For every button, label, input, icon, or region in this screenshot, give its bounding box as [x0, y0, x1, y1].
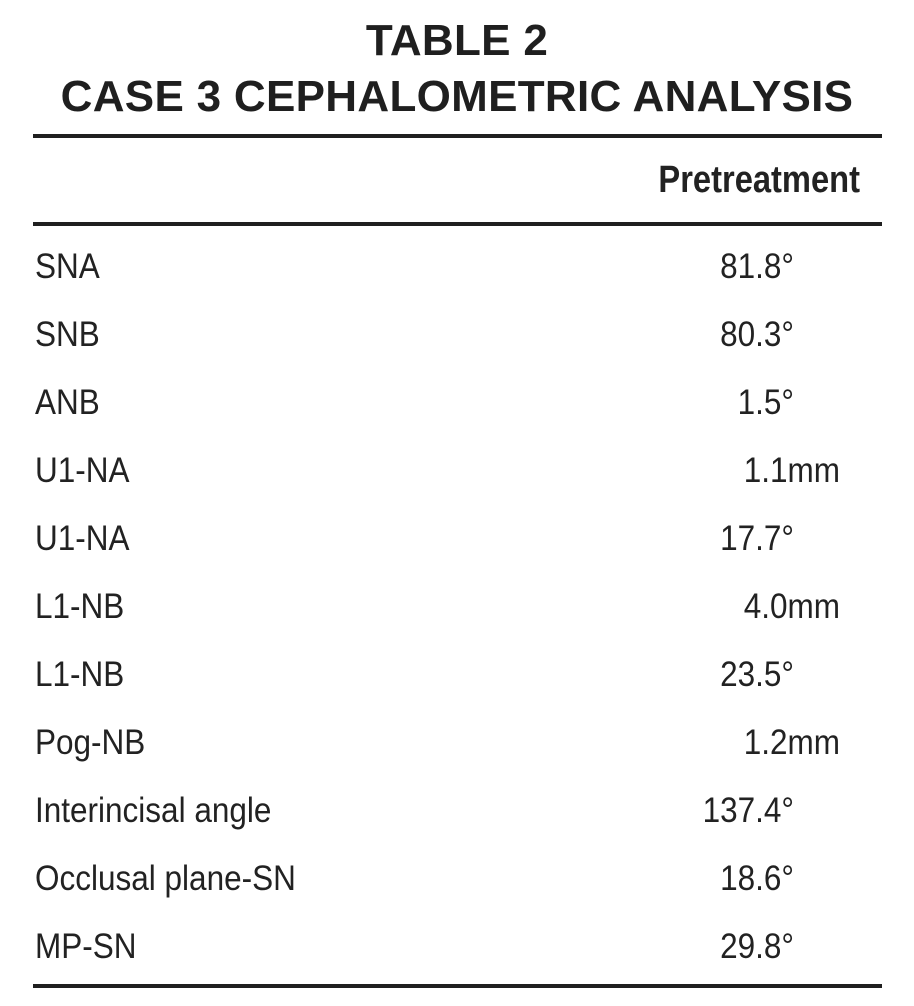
row-label: Interincisal angle	[35, 791, 272, 830]
row-label: Occlusal plane-SN	[35, 859, 296, 898]
table-title-line-2: CASE 3 CEPHALOMETRIC ANALYSIS	[60, 72, 854, 121]
row-value: 1.1mm	[743, 451, 840, 490]
bottom-rule	[33, 984, 882, 988]
table-row	[0, 301, 914, 369]
table-title-line-1: TABLE 2	[365, 16, 549, 65]
table-row	[0, 845, 914, 913]
row-label: MP-SN	[35, 927, 137, 966]
table-row	[0, 709, 914, 777]
table-row	[0, 641, 914, 709]
table-row	[0, 233, 914, 301]
row-label: SNB	[35, 315, 100, 354]
row-label: U1-NA	[35, 519, 130, 558]
row-value: 18.6°	[720, 859, 794, 898]
row-value: 23.5°	[720, 655, 794, 694]
table-row	[0, 369, 914, 437]
table-row	[0, 505, 914, 573]
table-row	[0, 777, 914, 845]
row-value: 81.8°	[720, 247, 794, 286]
row-value: 1.2mm	[743, 723, 840, 762]
header-rule	[33, 222, 882, 226]
row-value: 17.7°	[720, 519, 794, 558]
row-label: SNA	[35, 247, 100, 286]
row-value: 4.0mm	[743, 587, 840, 626]
row-label: L1-NB	[35, 655, 125, 694]
row-label: ANB	[35, 383, 100, 422]
top-rule	[33, 134, 882, 138]
row-label: U1-NA	[35, 451, 130, 490]
row-label: L1-NB	[35, 587, 125, 626]
row-value: 1.5°	[737, 383, 794, 422]
row-value: 29.8°	[720, 927, 794, 966]
column-header-pretreatment: Pretreatment	[658, 159, 860, 201]
table-row	[0, 437, 914, 505]
table-row	[0, 573, 914, 641]
row-value: 80.3°	[720, 315, 794, 354]
row-value: 137.4°	[702, 791, 794, 830]
table-row	[0, 913, 914, 981]
row-label: Pog-NB	[35, 723, 146, 762]
